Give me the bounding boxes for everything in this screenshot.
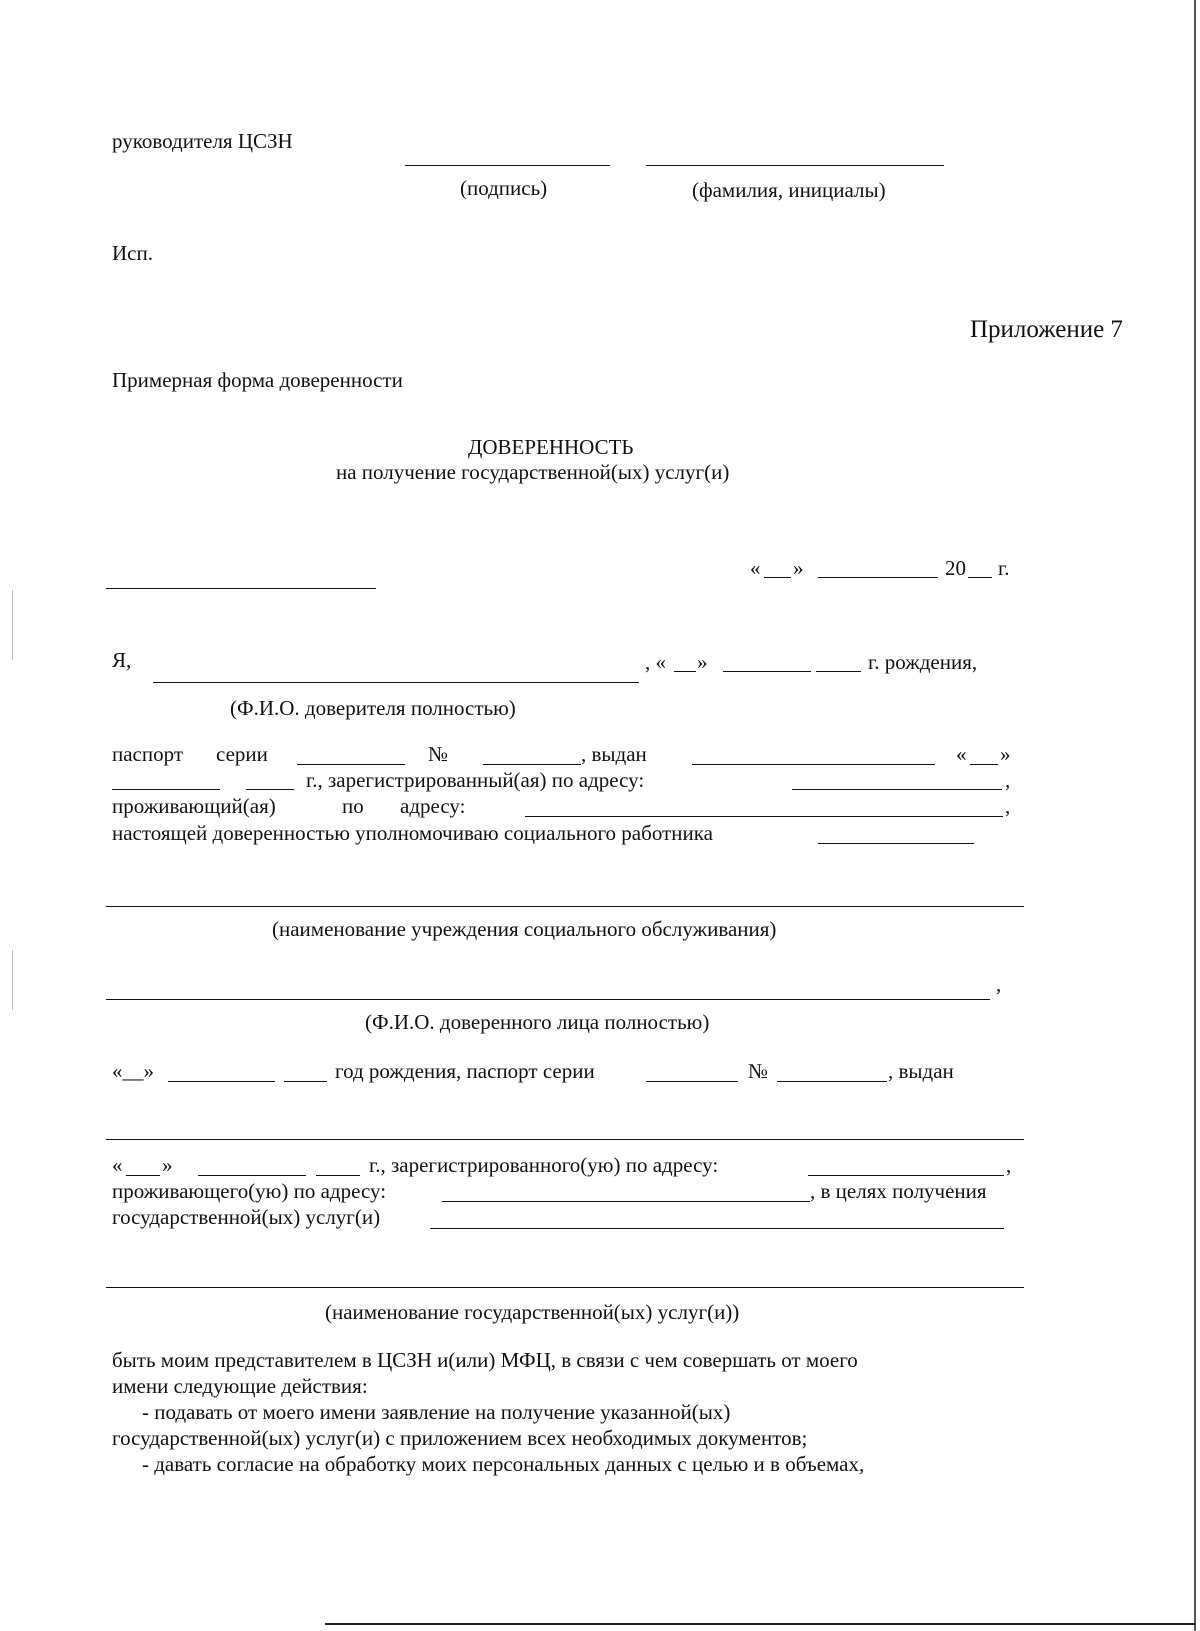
proxy-services-text: государственной(ых) услуг(и) <box>112 1205 381 1229</box>
scan-edge-mark <box>12 590 13 660</box>
proxy-registered-comma: , <box>1006 1153 1012 1177</box>
principal-dob-day-line <box>674 671 696 672</box>
proxy-residing-text: проживающего(ую) по адресу: <box>112 1179 387 1203</box>
proxy-date-year-line <box>316 1175 360 1176</box>
date-close-quote: » <box>793 556 804 580</box>
principal-birth-suffix: г. рождения, <box>868 650 978 674</box>
proxy-caption: (Ф.И.О. доверенного лица полностью) <box>365 1010 710 1034</box>
proxy-number-sign: № <box>748 1059 769 1083</box>
proxy-dob-quotes: «__» <box>112 1059 154 1083</box>
passport-date-open: « <box>956 742 967 766</box>
name-line <box>646 165 944 166</box>
institution-caption: (наименование учреждения социального обслуживания) <box>272 917 777 941</box>
form-caption: Примерная форма доверенности <box>112 368 403 392</box>
scan-bottom-edge <box>325 1623 1195 1625</box>
date-year-suffix: г. <box>998 556 1010 580</box>
proxy-date-day-line <box>126 1175 160 1176</box>
date-month-line <box>818 577 938 578</box>
institution-line <box>106 906 1024 907</box>
date-year-line <box>968 577 992 578</box>
principal-dob-prefix: , « <box>645 650 666 674</box>
proxy-issued: , выдан <box>888 1059 954 1083</box>
services-caption: (наименование государственной(ых) услуг(и)) <box>325 1300 740 1324</box>
po-word: по <box>342 794 364 818</box>
place-line <box>106 588 376 589</box>
passport-date-month-line <box>112 789 220 790</box>
registered-comma: , <box>1005 768 1011 792</box>
principal-ya: Я, <box>112 648 132 672</box>
social-worker-line <box>818 843 974 844</box>
proxy-residing-line <box>442 1201 810 1202</box>
body-line-1: быть моим представителем в ЦСЗН и(или) МФЦ, в связи с чем совершать от моего <box>112 1348 858 1372</box>
principal-dob-close: » <box>697 650 708 674</box>
registered-address-line <box>792 789 1002 790</box>
address-word: адресу: <box>400 794 466 818</box>
document-title: ДОВЕРЕННОСТЬ <box>468 435 634 459</box>
appendix-label: Приложение 7 <box>970 316 1123 343</box>
signature-line <box>405 165 610 166</box>
scan-right-edge <box>1194 0 1196 1631</box>
head-label: руководителя ЦСЗН <box>112 129 293 153</box>
passport-issued: , выдан <box>581 742 647 766</box>
authorize-text: настоящей доверенностью уполномочиваю социального работника <box>112 821 713 845</box>
proxy-services-line <box>430 1228 1004 1229</box>
passport-date-day-line <box>970 764 998 765</box>
registered-text: г., зарегистрированный(ая) по адресу: <box>306 768 645 792</box>
bullet-1-line-1: - подавать от моего имени заявление на получение указанной(ых) <box>142 1400 731 1424</box>
proxy-registered-text: г., зарегистрированного(ую) по адресу: <box>369 1153 719 1177</box>
residing-word: проживающий(ая) <box>112 794 276 818</box>
series-word: серии <box>216 742 268 766</box>
proxy-series-line <box>646 1081 738 1082</box>
passport-number-sign: № <box>428 742 449 766</box>
passport-number-line <box>483 764 581 765</box>
principal-caption: (Ф.И.О. доверителя полностью) <box>230 696 516 720</box>
services-name-line <box>106 1287 1024 1288</box>
principal-name-line <box>153 682 639 683</box>
proxy-date-month-line <box>198 1175 306 1176</box>
passport-date-year-line <box>246 789 294 790</box>
bullet-2-line-1: - давать согласие на обработку моих персональных данных с целью и в объемах, <box>142 1452 865 1476</box>
principal-dob-year-line <box>816 671 861 672</box>
document-subtitle: на получение государственной(ых) услуг(и) <box>336 460 730 484</box>
proxy-purpose-text: , в целях получения <box>810 1179 987 1203</box>
passport-issuer-line <box>692 764 935 765</box>
passport-word: паспорт <box>112 742 184 766</box>
date-year-prefix: 20 <box>945 556 966 580</box>
principal-dob-month-line <box>723 671 811 672</box>
proxy-comma: , <box>996 972 1002 996</box>
proxy-dob-year-line <box>284 1081 327 1082</box>
proxy-name-line <box>106 999 990 1000</box>
bullet-1-line-2: государственной(ых) услуг(и) с приложением всех необходимых документов; <box>112 1426 808 1450</box>
date-open-quote: « <box>750 556 761 580</box>
residing-address-line <box>525 816 1003 817</box>
proxy-birth-text: год рождения, паспорт серии <box>335 1059 595 1083</box>
proxy-number-line <box>777 1081 887 1082</box>
passport-series-line <box>297 764 405 765</box>
date-day-line <box>764 577 791 578</box>
executor-label: Исп. <box>112 241 153 265</box>
passport-date-close: » <box>1000 742 1011 766</box>
proxy-registered-line <box>808 1175 1004 1176</box>
proxy-dob-month-line <box>168 1081 275 1082</box>
signature-caption: (подпись) <box>460 176 548 200</box>
residing-comma: , <box>1005 794 1011 818</box>
proxy-date-close: » <box>162 1153 173 1177</box>
proxy-issuer-line <box>106 1139 1024 1140</box>
proxy-date-open: « <box>112 1153 123 1177</box>
body-line-2: имени следующие действия: <box>112 1374 368 1398</box>
scan-edge-mark <box>12 950 13 1010</box>
name-caption: (фамилия, инициалы) <box>692 178 886 202</box>
